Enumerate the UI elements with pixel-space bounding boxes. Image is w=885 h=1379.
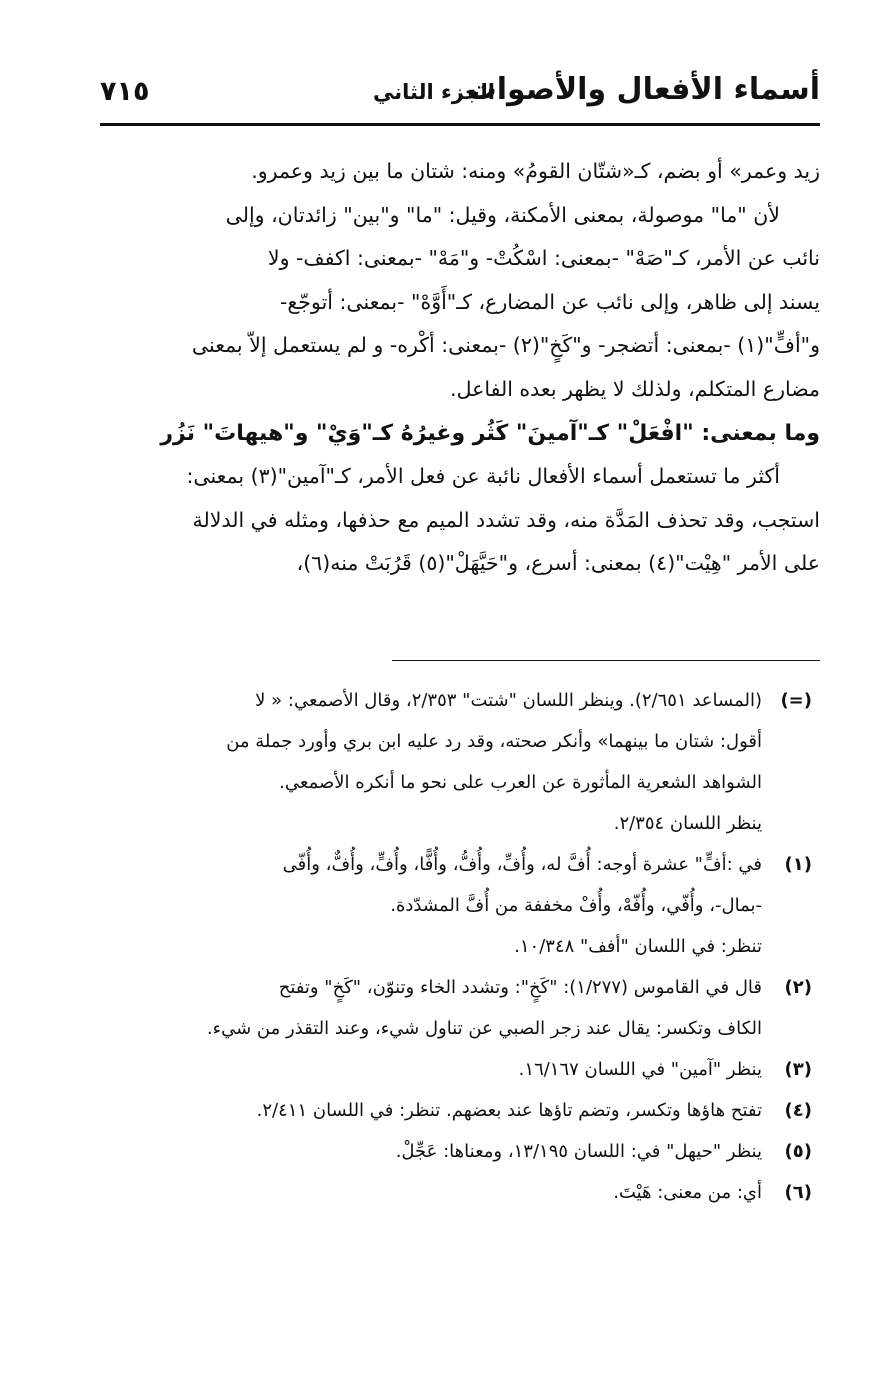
- footnote-3: [100, 1049, 820, 1090]
- footnote-line: تنظر: في اللسان "أفف" ١٠/٣٤٨.: [514, 936, 762, 957]
- text-line: و"أفٍّ"(١) -بمعنى: أتضجر- و"كَخٍ"(٢) -بمعنى: أكْره- و لم يستعمل إلاّ بمعنى: [191, 333, 820, 358]
- text-line: على الأمر "هِيْت"(٤) بمعنى: أسرع، و"حَيَّهَلْ"(٥) قَرُبَتْ منه(٦)،: [296, 551, 820, 576]
- footnote-1: [100, 844, 820, 967]
- main-text: [100, 150, 820, 586]
- text-line: يسند إلى ظاهر، وإلى نائب عن المضارع، كـ"أَوَّهْ" -بمعنى: أتوجّع-: [280, 289, 820, 314]
- footnote-line: -بمال-، وأُفّي، وأُفّهْ، وأُفْ مخففة من أُفَّ المشدّدة.: [390, 895, 762, 916]
- volume-label: الجزء الثاني: [372, 80, 495, 104]
- footnote-marker: (٣): [784, 1059, 812, 1080]
- footnote-line: الشواهد الشعرية المأثورة عن العرب على نحو ما أنكره الأصمعي.: [279, 772, 762, 793]
- footnote-marker: (١): [784, 854, 812, 875]
- footnote-marker: (٥): [784, 1141, 812, 1162]
- footnote-4: [100, 1090, 820, 1131]
- footnote-marker: (٤): [784, 1100, 812, 1121]
- header-divider: [100, 123, 820, 126]
- footnote-line: قال في القاموس (١/٢٧٧): "كَخٍ": وتشدد الخاء وتنوّن، "كَخٍ" وتفتح: [278, 977, 762, 998]
- footnote-line: ينظر "آمين" في اللسان ١٦/١٦٧.: [518, 1059, 762, 1080]
- text-line: زيد وعمر» أو بضم، كـ«شتّان القومُ» ومنه: شتان ما بين زيد وعمرو.: [251, 159, 820, 183]
- footnote-6: [100, 1172, 820, 1213]
- footnote-line: أقول: شتان ما بينهما» وأنكر صحته، وقد رد عليه ابن بري وأورد جملة من: [226, 731, 762, 752]
- footnote-divider: [392, 660, 820, 661]
- footnote-marker: (=): [780, 690, 812, 711]
- footnote-line: أي: من معنى: هَيْتَ.: [613, 1182, 762, 1203]
- footnote-line: ينظر اللسان ٢/٣٥٤.: [613, 813, 762, 834]
- text-line: مضارع المتكلم، ولذلك لا يظهر بعده الفاعل.: [450, 376, 820, 401]
- footnote-continued: [100, 680, 820, 844]
- footnote-marker: (٦): [784, 1182, 812, 1203]
- footnote-5: [100, 1131, 820, 1172]
- footnote-line: تفتح هاؤها وتكسر، وتضم تاؤها عند بعضهم. تنظر: في اللسان ٢/٤١١.: [256, 1100, 762, 1121]
- page-header: [100, 70, 820, 118]
- footnote-line: الكاف وتكسر: يقال عند زجر الصبي عن تناول شيء، وعند التقذر من شيء.: [206, 1018, 762, 1039]
- footnote-line: ينظر "حيهل" في: اللسان ١٣/١٩٥، ومعناها: عَجِّلْ.: [395, 1141, 762, 1162]
- footnote-marker: (٢): [784, 977, 812, 998]
- page-number: ٧١٥: [100, 76, 150, 107]
- footnote-2: [100, 967, 820, 1049]
- verse-line: وما بمعنى: "افْعَلْ" كـ"آمينَ" كَثُر وغيرُهُ كـ"وَيْ" و"هيهاتَ" نَزُر: [160, 420, 820, 446]
- text-line: أكثر ما تستعمل أسماء الأفعال نائبة عن فعل الأمر، كـ"آمين"(٣) بمعنى:: [186, 464, 780, 489]
- footnote-line: في :أفٍّ" عشرة أوجه: أُفَّ له، وأُفِّ، وأُفُّ، وأُفًّا، وأُفٍّ، وأُفٌّ، وأُفّى: [282, 854, 762, 875]
- footnotes: [100, 680, 820, 1213]
- footnote-line: (المساعد ٢/٦٥١). وينظر اللسان "شتت" ٢/٣٥٣، وقال الأصمعي: « لا: [255, 690, 762, 711]
- chapter-title: أسماء الأفعال والأصوات: [466, 72, 820, 107]
- text-line: استجب، وقد تحذف المَدَّة منه، وقد تشدد الميم مع حذفها، ومثله في الدلالة: [192, 507, 820, 532]
- text-line: نائب عن الأمر، كـ"صَهْ" -بمعنى: اسْكُتْ- و"مَهْ" -بمعنى: اكفف- ولا: [267, 246, 820, 271]
- text-line: لأن "ما" موصولة، بمعنى الأمكنة، وقيل: "ما" و"بين" زائدتان، وإلى: [225, 202, 780, 227]
